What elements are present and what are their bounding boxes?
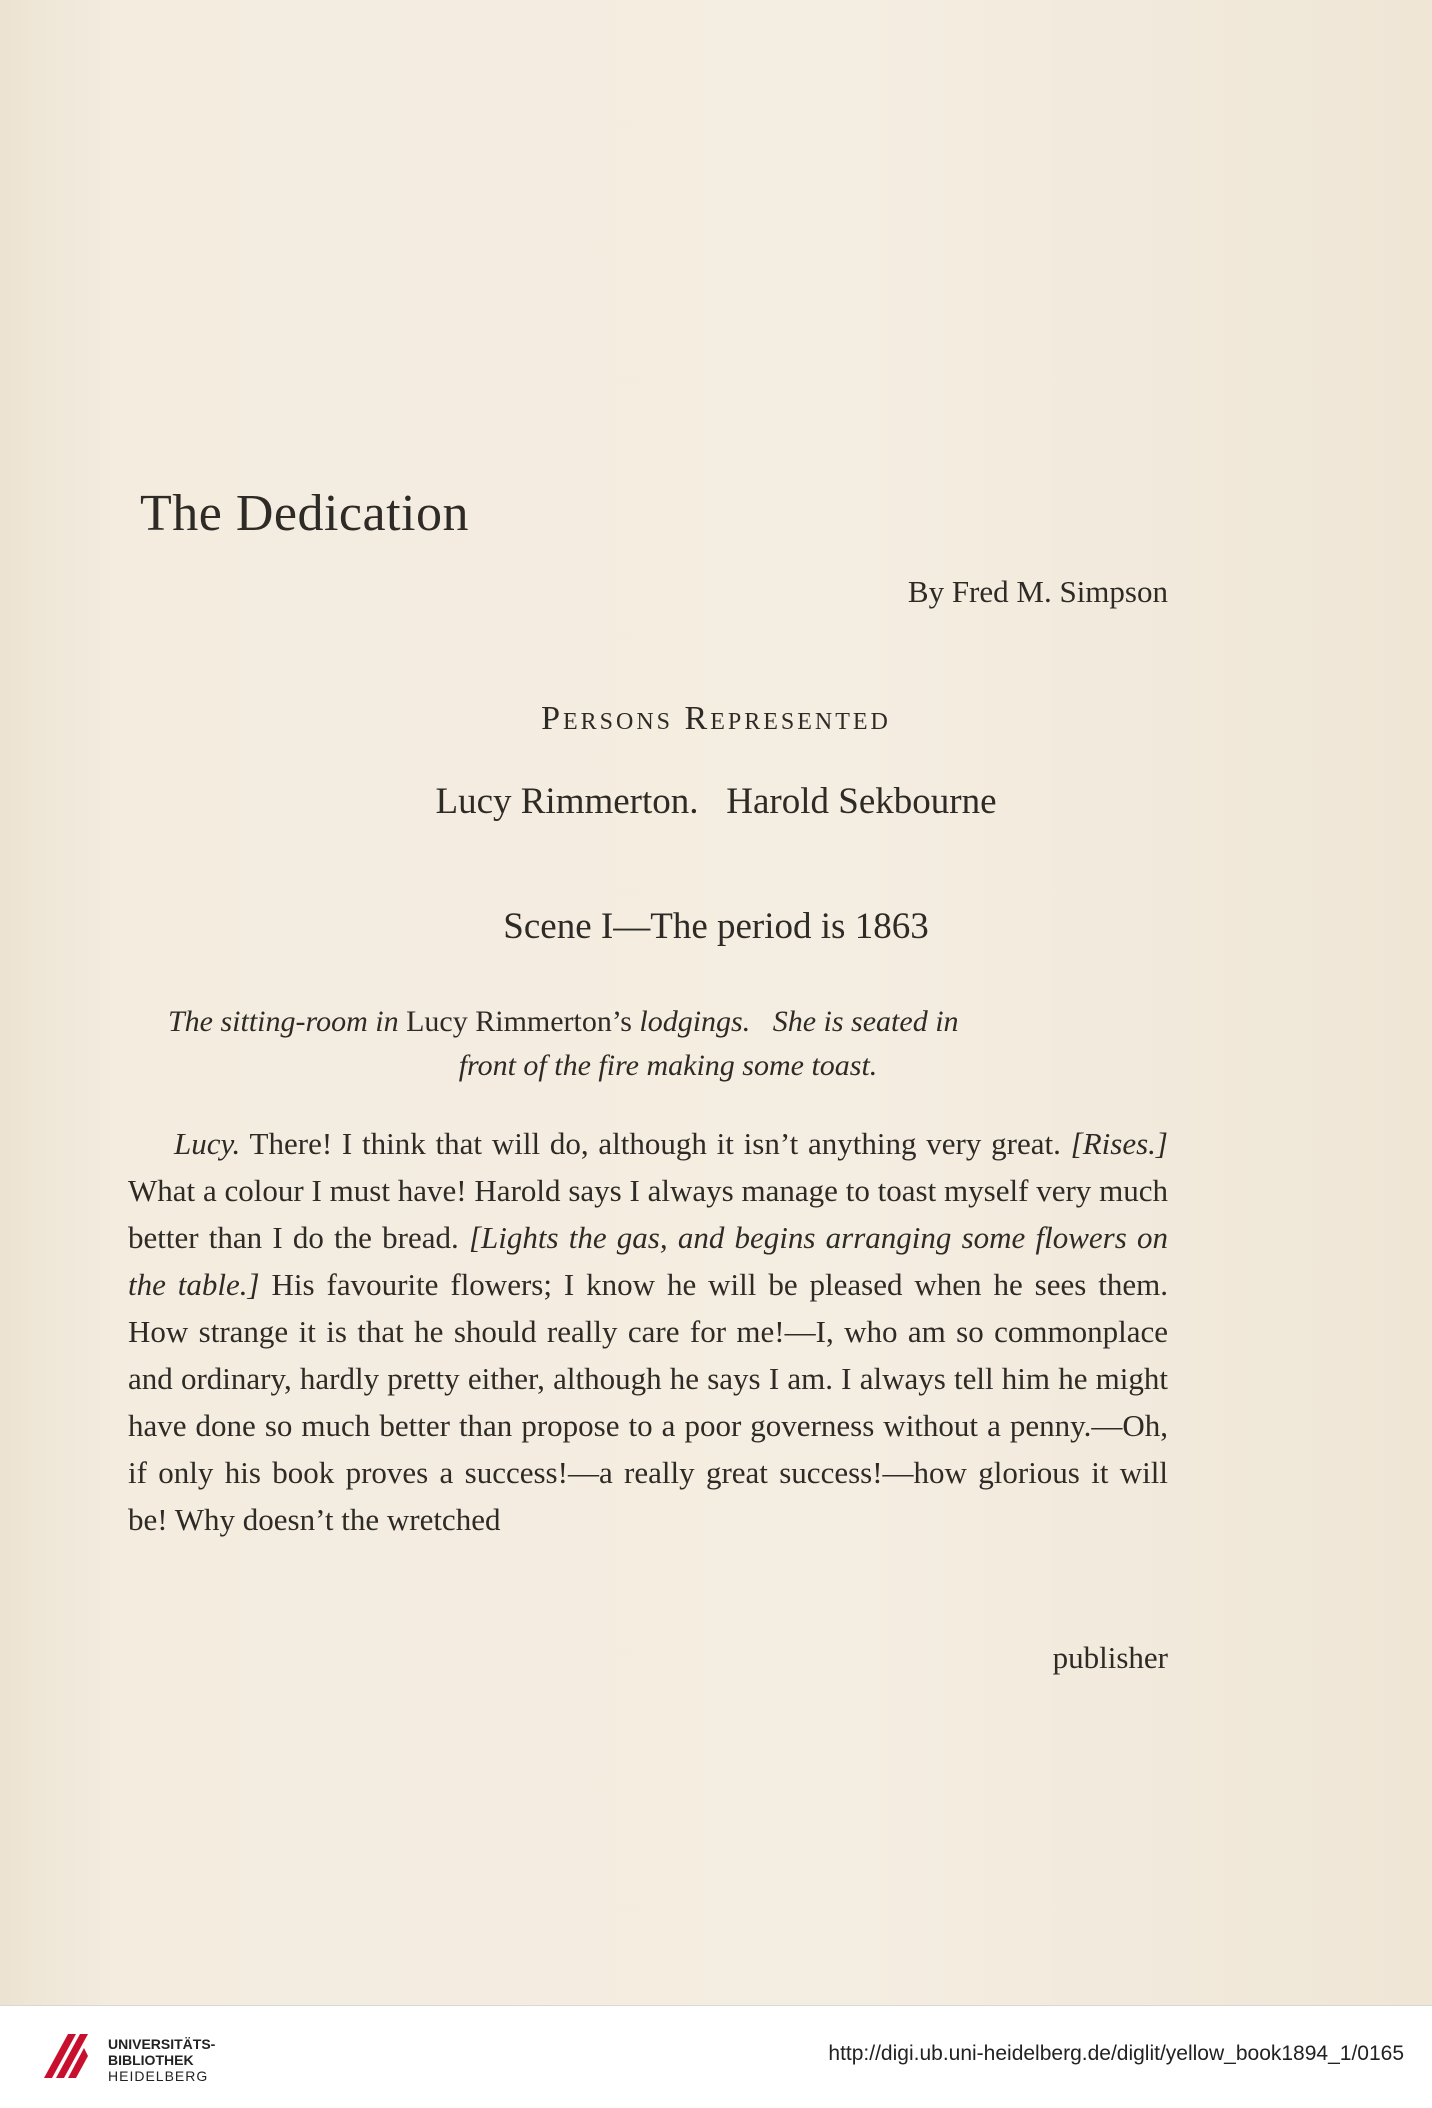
footer-bar [0, 2005, 1432, 2108]
institution-line-1: UNIVERSITÄTS- [108, 2036, 216, 2052]
stage-note-1: [Rises.] [1070, 1126, 1168, 1161]
catchword: publisher [1052, 1640, 1168, 1675]
institution-line-2: BIBLIOTHEK [108, 2052, 194, 2068]
institution-name [108, 2036, 215, 2084]
dialogue-text-3: His favourite flowers; I know he will be pleased when he sees them. How strange it is that he should really care for me!—I, who am so commonplace and ordinary, hardly pretty either, although he says I am. I always tell him he might have done so much better than propose to a poor governess without a penny.—Oh, if only his book proves a success!—a really great success!—how glorious it will be! Why doesn’t the wretched [128, 1267, 1169, 1537]
stage-direction [168, 1000, 1168, 1088]
dialogue-text-2: What a colour I must have! Harold says I always manage to toast myself very much better than I do the bread. [128, 1173, 1168, 1255]
persons-heading: Persons Represented [541, 700, 891, 737]
byline: By Fred M. Simpson [907, 574, 1168, 609]
stage-direction-part1: The sitting-room in [168, 1005, 399, 1038]
scene-heading: Scene I—The period is 1863 [503, 906, 929, 947]
dialogue-text-1: There! I think that will do, although it isn’t anything very great. [249, 1126, 1061, 1161]
library-logo-icon [36, 2026, 96, 2086]
stage-note-2: [Lights the gas, and begins arranging some flowers on the table.] [128, 1220, 1168, 1302]
institution-line-3: HEIDELBERG [108, 2068, 209, 2084]
stage-direction-line2: front of the fire making some toast. [458, 1049, 878, 1082]
stage-direction-name: Lucy Rimmerton’s [406, 1005, 632, 1038]
stage-direction-part2: lodgings. She is seated in [639, 1005, 959, 1038]
persons-list: Lucy Rimmerton. Harold Sekbourne [435, 781, 997, 822]
source-url-link[interactable]: http://digi.ub.uni-heidelberg.de/diglit/yellow_book1894_1/0165 [828, 2042, 1404, 2065]
dialogue-paragraph [128, 1120, 1168, 1543]
speaker-name: Lucy. [174, 1126, 241, 1161]
page-title: The Dedication [140, 485, 469, 542]
